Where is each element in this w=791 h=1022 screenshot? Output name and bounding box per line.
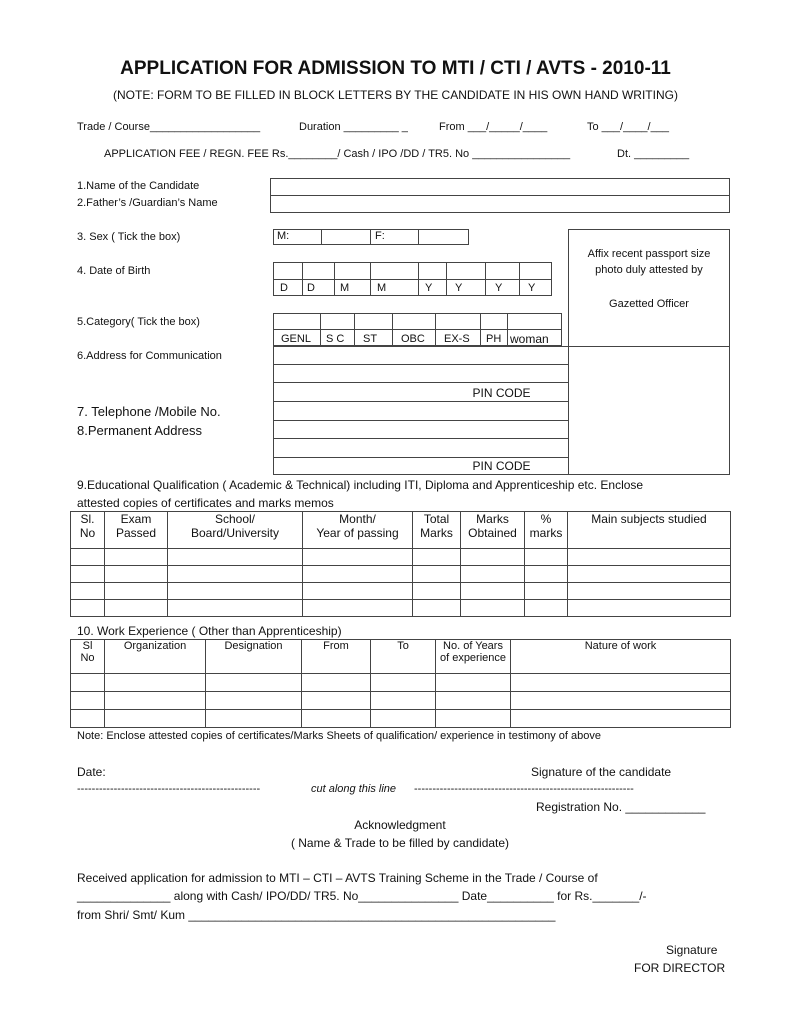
column-header: To <box>371 640 436 674</box>
category-obc-label: OBC <box>401 333 425 345</box>
dob-label: 4. Date of Birth <box>77 265 151 277</box>
address-label: 6.Address for Communication <box>77 350 222 362</box>
pin-code-label: PIN CODE <box>472 459 531 473</box>
name-label: 1.Name of the Candidate <box>77 180 200 192</box>
column-header: No. of Years of experience <box>436 640 511 674</box>
address-line <box>273 382 568 383</box>
registration-number-field[interactable]: Registration No. ____________ <box>536 800 706 814</box>
dob-divider <box>302 262 303 296</box>
cut-line-right: ------------------------------------------------------------ <box>414 783 634 795</box>
father-name-label: 2.Father’s /Guardian’s Name <box>77 197 218 209</box>
dob-divider <box>273 279 552 280</box>
table-row <box>71 566 731 583</box>
sex-divider <box>418 229 419 245</box>
education-heading-continued: attested copies of certificates and marks memos <box>77 496 334 510</box>
form-title: APPLICATION FOR ADMISSION TO MTI / CTI / AVTS - 2010-11 <box>120 58 671 79</box>
name-divider <box>270 195 730 196</box>
application-fee-field[interactable]: APPLICATION FEE / REGN. FEE Rs.________/ Cash / IPO /DD / TR5. No ________________ <box>104 148 571 160</box>
date-label: Date: <box>77 765 106 779</box>
enclose-note: Note: Enclose attested copies of certificates/Marks Sheets of qualification/ experience in testimony of above <box>77 730 601 742</box>
address-line <box>273 401 568 402</box>
table-row <box>71 674 731 692</box>
permanent-address-line <box>273 438 568 439</box>
education-heading: 9.Educational Qualification ( Academic & Technical) including ITI, Diploma and Apprenticeship etc. Enclose <box>77 478 644 492</box>
work-experience-table[interactable] <box>70 639 731 728</box>
form-note: (NOTE: FORM TO BE FILLED IN BLOCK LETTERS BY THE CANDIDATE IN HIS OWN HAND WRITING) <box>113 88 678 102</box>
column-header: % marks <box>525 512 568 549</box>
table-row <box>71 583 731 600</box>
acknowledgment-subtitle: ( Name & Trade to be filled by candidate) <box>290 836 510 850</box>
to-date-field[interactable]: To ___/____/___ <box>587 121 669 133</box>
permanent-address-line <box>273 457 568 458</box>
category-label: 5.Category( Tick the box) <box>77 316 200 328</box>
column-header: School/ Board/University <box>168 512 303 549</box>
sex-divider <box>370 229 371 245</box>
table-header-row <box>71 640 731 674</box>
address-line <box>273 364 568 365</box>
address-box[interactable] <box>273 346 730 475</box>
column-header: Month/ Year of passing <box>303 512 413 549</box>
column-header: From <box>302 640 371 674</box>
dob-month-label: M <box>377 282 387 294</box>
trade-course-field[interactable]: Trade / Course__________________ <box>77 121 261 133</box>
signature-candidate-label: Signature of the candidate <box>531 765 672 779</box>
column-header: Sl No <box>71 640 105 674</box>
dob-divider <box>446 262 447 296</box>
category-genl-label: GENL <box>281 333 311 345</box>
sex-female-label: F: <box>375 230 385 242</box>
column-header: Main subjects studied <box>568 512 731 549</box>
column-header: Marks Obtained <box>461 512 525 549</box>
received-text-line-2[interactable]: ______________ along with Cash/ IPO/DD/ TR5. No_______________ Date__________ for Rs._______/- <box>77 889 647 903</box>
director-signature-label: Signature <box>666 943 718 957</box>
dob-year-label: Y <box>455 282 463 294</box>
education-table[interactable] <box>70 511 731 617</box>
duration-field[interactable]: Duration _________ _ <box>299 121 408 133</box>
column-header: Organization <box>105 640 206 674</box>
cut-line-left: -------------------------------------------------- <box>77 783 261 795</box>
pin-code-label: PIN CODE <box>472 386 531 400</box>
photo-instruction-1: Affix recent passport size <box>587 248 711 260</box>
column-header: Nature of work <box>511 640 731 674</box>
for-director-label: FOR DIRECTOR <box>634 961 726 975</box>
acknowledgment-title: Acknowledgment <box>354 818 446 832</box>
cut-line-text: cut along this line <box>311 783 396 795</box>
telephone-line <box>273 420 568 421</box>
category-divider <box>435 313 436 346</box>
telephone-label: 7. Telephone /Mobile No. <box>77 404 221 419</box>
category-divider <box>354 313 355 346</box>
category-divider <box>392 313 393 346</box>
column-header: Sl. No <box>71 512 105 549</box>
sex-label: 3. Sex ( Tick the box) <box>77 231 181 243</box>
category-handwritten-entry: woman <box>510 332 549 346</box>
dob-divider <box>485 262 486 296</box>
column-header: Designation <box>206 640 302 674</box>
dob-divider <box>519 262 520 296</box>
dob-day-label: D <box>280 282 288 294</box>
photo-instruction-3: Gazetted Officer <box>609 298 689 310</box>
sex-box[interactable] <box>273 229 469 245</box>
table-row <box>71 692 731 710</box>
table-row <box>71 600 731 617</box>
received-text-line-3[interactable]: from Shri/ Smt/ Kum _______________________________________________________ <box>77 908 556 922</box>
received-text-line-1: Received application for admission to MTI – CTI – AVTS Training Scheme in the Trade / Course of <box>77 871 598 885</box>
photo-instruction-2: photo duly attested by <box>595 264 703 276</box>
work-experience-heading: 10. Work Experience ( Other than Apprenticeship) <box>77 624 342 638</box>
table-row <box>71 549 731 566</box>
category-st-label: ST <box>363 333 378 345</box>
dob-divider <box>334 262 335 296</box>
category-ph-label: PH <box>486 333 502 345</box>
dob-year-label: Y <box>425 282 433 294</box>
dob-year-label: Y <box>528 282 536 294</box>
column-header: Exam Passed <box>105 512 168 549</box>
from-date-field[interactable]: From ___/_____/____ <box>439 121 548 133</box>
dob-divider <box>418 262 419 296</box>
category-divider <box>320 313 321 346</box>
category-exs-label: EX-S <box>444 333 470 345</box>
permanent-address-label: 8.Permanent Address <box>77 423 203 438</box>
dob-month-label: M <box>340 282 350 294</box>
dob-day-label: D <box>307 282 315 294</box>
fee-date-field[interactable]: Dt. _________ <box>617 148 690 160</box>
sex-divider <box>321 229 322 245</box>
sex-male-label: M: <box>277 230 290 242</box>
dob-year-label: Y <box>495 282 503 294</box>
category-sc-label: S C <box>326 333 345 345</box>
dob-divider <box>370 262 371 296</box>
category-divider <box>273 329 562 330</box>
table-header-row <box>71 512 731 549</box>
table-row <box>71 710 731 728</box>
category-divider <box>507 313 508 346</box>
column-header: Total Marks <box>413 512 461 549</box>
category-divider <box>480 313 481 346</box>
